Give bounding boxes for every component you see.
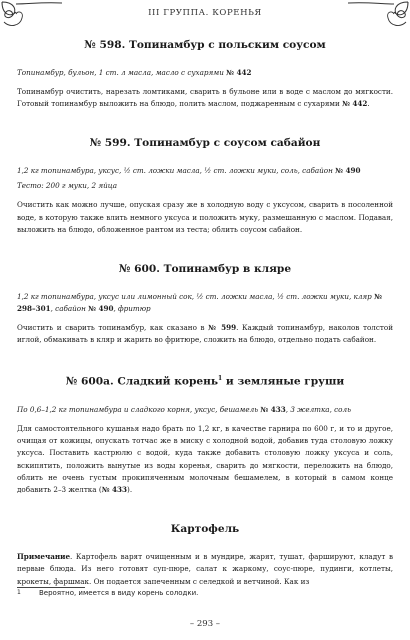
recipe-ingredients: 1,2 кг топинамбура, уксус или лимонный сок, ½ ст. ложки масла, ½ ст. ложки муки, кляр № 298–301, сабайон № 490, фритюр	[17, 292, 382, 314]
recipe-instructions: Очистить и сварить топинамбур, как сказано в № 599. Каждый топинамбур, наколов толстой иглой, обмакивать в кляр и жарить во фритюре, сложить на блюдо, отдельно подать сабайон.	[17, 323, 393, 345]
recipe-ingredients: По 0,6–1,2 кг топинамбура и сладкого корня, уксус, бешамель № 433, 3 желтка, соль	[17, 404, 351, 414]
footnote: 1 Вероятно, имеется в виду корень солодки.	[17, 589, 199, 597]
footnote-divider	[17, 587, 85, 588]
recipe-title: № 600. Топинамбур в кляре	[118, 263, 292, 276]
page-content	[17, 38, 393, 588]
recipe-title: № 598. Топинамбур с польским соусом	[84, 39, 326, 51]
section-title: Картофель	[170, 523, 240, 536]
page-number: – 293 –	[189, 619, 221, 629]
recipe-ingredients: Топинамбур, бульон, 1 ст. л масла, масло с сухарями № 442	[17, 68, 252, 77]
recipe-instructions: Для самостоятельного кушанья надо брать по 1,2 кг, в качестве гарнира по 600 г, и то и другое, очищая от кожицы, опускать тотчас же в миску с холодной водой, добавив туда столовую ложку уксуса. Поставить кастрюлю с водой, куда также добавить столовую ложку уксуса и соль, вскипятить, положить вынутые из воды коренья, сварить до мягкости, переложить на блюдо, облить не очень густым прокипяченным молочным бешамелем, в который в самом конце добавить 2–3 желтка (№ 433).	[17, 423, 393, 494]
running-head: III ГРУППА. КОРЕНЬЯ	[148, 8, 262, 18]
recipe-instructions: Очистить как можно лучше, опуская сразу же в холодную воду с уксусом, сварить в посоленной воде, в которую также влить немного уксуса и положить муку, размешанную с маслом. Подавая, выложить на блюдо, обложенное рантом из теста; облить соусом сабайон.	[17, 200, 393, 234]
recipe-dough: Тесто: 200 г муки, 2 яйца	[17, 181, 118, 191]
section-note: Примечание. Картофель варят очищенным и в мундире, жарят, тушат, фаршируют, кладут в первые блюда. Из него готовят суп-пюре, салат к жаркому, соус-пюре, пудинги, котлеты, крокеты, фаршмак. Он подается запеченным с селедкой и ветчиной. Как из	[17, 552, 393, 586]
recipe-ingredients: 1,2 кг топинамбура, уксус, ½ ст. ложки масла, ½ ст. ложки муки, соль, сабайон № 490	[17, 166, 361, 176]
recipe-instructions: Топинамбур очистить, нарезать ломтиками, сварить в бульоне или в воде с маслом до мягкости. Готовый топинамбур выложить на блюдо, полить маслом, поджаренным с сухарями № 442.	[17, 87, 393, 109]
footnote-marker: 1	[218, 375, 223, 383]
recipe-title: № 599. Топинамбур с соусом сабайон	[89, 137, 321, 150]
recipe-title: № 600а. Сладкий корень$^1$ и земляные груши	[65, 375, 345, 388]
